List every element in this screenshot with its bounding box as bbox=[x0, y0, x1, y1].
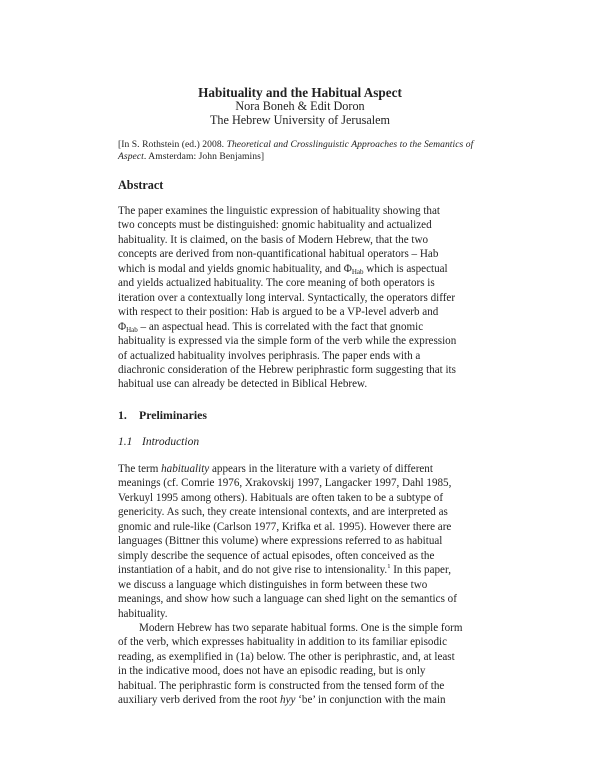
abstract-line bbox=[118, 262, 488, 276]
body-line: of the verb, which expresses habituality in addition to its familiar episodic bbox=[118, 636, 448, 649]
body-line: in the indicative mood, does not have an episodic reading, but is only bbox=[118, 665, 426, 678]
abstract-text: – an aspectual head. This is correlated with the fact that gnomic bbox=[137, 320, 424, 333]
abstract-line: The paper examines the linguistic expression of habituality showing that bbox=[118, 205, 440, 217]
abstract-line: iteration over a contextually long interval. Syntactically, the operators differ bbox=[118, 291, 456, 304]
body-line: we discuss a language which distinguishes in form between these two bbox=[118, 578, 428, 591]
body-line: simply describe the sequence of actual episodes, often conceived as the bbox=[118, 549, 435, 562]
citation-line-1 bbox=[118, 139, 488, 151]
abstract-line: of actualized habituality involves periphrasis. The paper ends with a bbox=[118, 349, 421, 362]
affiliation-line: The Hebrew University of Jerusalem bbox=[209, 113, 391, 127]
body-line bbox=[118, 693, 488, 707]
paper-title: Habituality and the Habitual Aspect bbox=[198, 85, 402, 100]
section-heading bbox=[118, 408, 207, 423]
body-line: Verkuyl 1995 among others). Habituals are often taken to be a subtype of bbox=[118, 491, 444, 504]
citation-suffix: . Amsterdam: John Benjamins] bbox=[143, 151, 265, 162]
introduction-body bbox=[118, 462, 488, 708]
body-line: meanings (cf. Comrie 1976, Xrakovskij 1997, Langacker 1997, Dahl 1985, bbox=[118, 477, 452, 490]
subsection-number: 1.1 bbox=[118, 436, 133, 448]
body-line: genericity. As such, they create intensional contexts, and are interpreted as bbox=[118, 506, 448, 519]
book-title-part-2: Aspect bbox=[118, 151, 144, 162]
footnote-marker[interactable]: 1 bbox=[387, 563, 391, 571]
section-title: Preliminaries bbox=[139, 408, 207, 422]
citation-line-2 bbox=[118, 151, 488, 163]
abstract-line: diachronic consideration of the Hebrew periphrastic form suggesting that its bbox=[118, 363, 456, 376]
subsection-title: Introduction bbox=[142, 436, 200, 448]
abstract-text: which is aspectual bbox=[363, 262, 448, 275]
body-text: auxiliary verb derived from the root bbox=[118, 694, 281, 707]
italic-term: hyy bbox=[280, 694, 296, 707]
body-line: habituality. bbox=[118, 607, 168, 620]
author-line: Nora Boneh & Edit Doron bbox=[235, 99, 365, 113]
italic-term: habituality bbox=[161, 463, 210, 475]
abstract-heading: Abstract bbox=[118, 178, 164, 192]
abstract-line: habituality is expressed via the simple form of the verb while the expression bbox=[118, 335, 457, 348]
abstract-line: concepts are derived from non-quantificational habitual operators – Hab bbox=[118, 248, 439, 261]
body-line: gnomic and rule-like (Carlson 1977, Krifka et al. 1995). However there are bbox=[118, 520, 452, 533]
citation-note bbox=[118, 139, 488, 163]
abstract-text: which is modal and yields gnomic habituality, and bbox=[118, 262, 344, 275]
body-line: habitual. The periphrastic form is constructed from the tensed form of the bbox=[118, 679, 445, 692]
abstract-line bbox=[118, 320, 488, 334]
body-text: instantiation of a habit, and do not give rise to intensionality. bbox=[118, 564, 388, 577]
hab-subscript: Hab bbox=[351, 267, 364, 276]
body-line: languages (Bittner this volume) where expressions referred to as habitual bbox=[118, 535, 443, 548]
body-line bbox=[118, 462, 488, 476]
body-text: appears in the literature with a variety of different bbox=[209, 463, 433, 475]
body-line: reading, as exemplified in (1a) below. The other is periphrastic, and, at least bbox=[118, 650, 455, 663]
body-line bbox=[118, 563, 488, 577]
body-line: meanings, and show how such a language can shed light on the semantics of bbox=[118, 593, 457, 606]
body-text: ‘be’ in conjunction with the main bbox=[295, 694, 446, 707]
section-number: 1. bbox=[118, 408, 127, 422]
citation-prefix: [In S. Rothstein (ed.) 2008. bbox=[118, 139, 227, 150]
hab-subscript: Hab bbox=[126, 325, 138, 334]
body-line: Modern Hebrew has two separate habitual forms. One is the simple form bbox=[139, 621, 463, 634]
abstract-line: two concepts must be distinguished: gnomic habituality and actualized bbox=[118, 219, 432, 232]
abstract-line: habituality. It is claimed, on the basis of Modern Hebrew, that the two bbox=[118, 233, 429, 246]
book-title-part-1: Theoretical and Crosslinguistic Approaches to the Semantics of bbox=[226, 139, 474, 150]
phi-symbol: Φ bbox=[343, 262, 352, 275]
abstract-body bbox=[118, 204, 488, 392]
abstract-line: habitual use can already be detected in Biblical Hebrew. bbox=[118, 378, 368, 391]
phi-symbol: Φ bbox=[118, 320, 127, 333]
body-text: In this paper, bbox=[390, 564, 451, 577]
abstract-line: with respect to their position: Hab is argued to be a VP-level adverb and bbox=[118, 306, 439, 319]
body-text: The term bbox=[118, 463, 162, 475]
subsection-heading bbox=[118, 435, 199, 450]
abstract-line: and yields actualized habituality. The core meaning of both operators is bbox=[118, 277, 435, 290]
